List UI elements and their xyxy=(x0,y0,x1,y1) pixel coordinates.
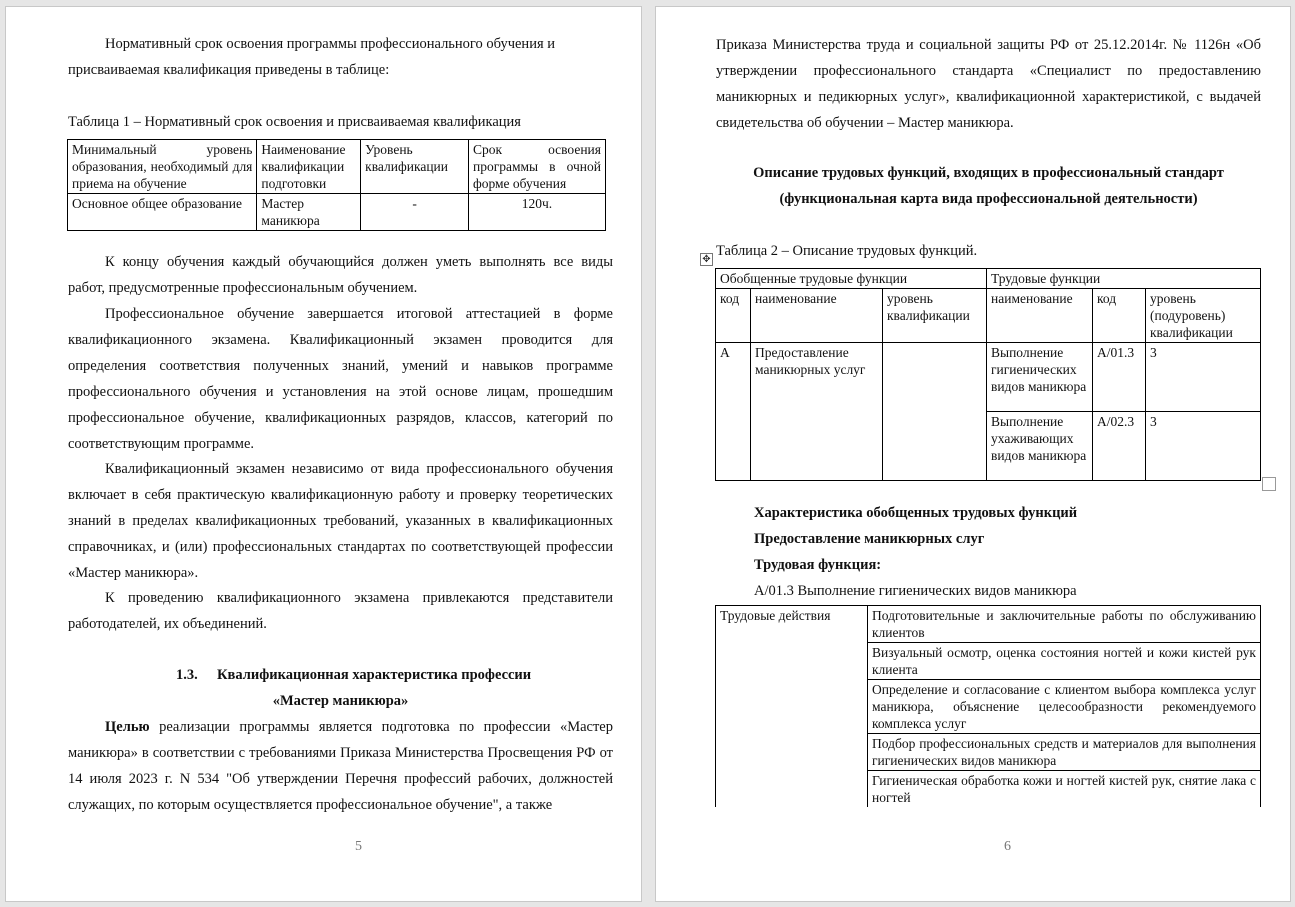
paragraph: Приказа Министерства труда и социальной защиты РФ от 25.12.2014г. № 1126н «Об утверждении профессионального стандарта «Специалист по предоставлению маникюрных и педикюрных услуг», квалификационной характеристикой, с выдачей свидетельства об обучении – Мастер маникюра. xyxy=(716,37,1261,131)
table-row xyxy=(716,289,1261,343)
paragraph: К концу обучения каждый обучающийся должен уметь выполнять все виды работ, предусмотренные профессиональным обучением. xyxy=(68,254,613,296)
paragraph: Профессиональное обучение завершается итоговой аттестацией в форме квалификационного экзамена. Квалификационный экзамен проводится для определения соответствия полученных знаний, умений и навыков программе профессионального обучения и установления на этой основе лицам, прошедшим профессиональное обучение, квалификационных разрядов, классов, категорий по соответствующим программе. xyxy=(68,306,613,452)
table-3 xyxy=(715,605,1261,807)
table2-caption: Таблица 2 – Описание трудовых функций. xyxy=(716,243,978,259)
table-header-cell: код xyxy=(1093,289,1146,343)
page-number: 5 xyxy=(355,839,362,854)
labor-function-value: А/01.3 Выполнение гигиенических видов маникюра xyxy=(754,583,1077,599)
section-number: 1.3. xyxy=(176,667,198,683)
table-resize-handle[interactable] xyxy=(1262,477,1276,491)
table-1 xyxy=(67,139,606,231)
table-cell xyxy=(883,343,987,481)
table-cell: A/01.3 xyxy=(1093,343,1146,412)
table-header-cell: Минимальный уровень образования, необходимый для приема на обучение xyxy=(68,140,257,194)
table-cell: Гигиеническая обработка кожи и ногтей кистей рук, снятие лака с ногтей xyxy=(868,771,1261,808)
goal-label: Целью xyxy=(105,719,150,735)
table1-caption: Таблица 1 – Нормативный срок освоения и присваиваемая квалификация xyxy=(68,114,521,130)
section-title-continued: «Мастер маникюра» xyxy=(272,693,409,709)
table-cell: Определение и согласование с клиентом выбора комплекса услуг маникюра, объяснение целесообразности рекомендуемого комплекса услуг xyxy=(868,680,1261,734)
table-cell: 120ч. xyxy=(468,194,605,231)
goal-paragraph xyxy=(68,714,613,818)
table-cell: Подготовительные и заключительные работы по обслуживанию клиентов xyxy=(868,606,1261,643)
table-row xyxy=(716,269,1261,289)
table-header-cell: Срок освоения программы в очной форме обучения xyxy=(468,140,605,194)
table-cell: Предоставление маникюрных услуг xyxy=(751,343,883,481)
table-header-cell: код xyxy=(716,289,751,343)
heading-labor-functions: Описание трудовых функций, входящих в профессиональный стандарт xyxy=(753,165,1224,181)
table-header-cell: Трудовые функции xyxy=(987,269,1261,289)
table-cell: Мастер маникюра xyxy=(257,194,361,231)
table-header-cell: Обобщенные трудовые функции xyxy=(716,269,987,289)
section-heading xyxy=(176,662,606,688)
table-header-cell: наименование xyxy=(987,289,1093,343)
table-row xyxy=(68,140,606,194)
table-row-label: Трудовые действия xyxy=(716,606,868,808)
table-header-cell: уровень (подуровень) квалификации xyxy=(1146,289,1261,343)
paragraph: Квалификационный экзамен независимо от вида профессионального обучения включает в себя практическую квалификационную работу и проверку теоретических знаний в пределах квалификационных требований, указанных в квалификационных справочниках, и (или) профессиональных стандартах по соответствующей профессии «Мастер маникюра». xyxy=(68,461,613,581)
intro-paragraph: Нормативный срок освоения программы профессионального обучения и присваиваемая квалификация приведены в таблице: xyxy=(68,36,556,78)
service-heading: Предоставление маникюрных слуг xyxy=(754,531,985,547)
page-number: 6 xyxy=(1004,839,1011,854)
page-5 xyxy=(5,6,642,902)
table-cell: Основное общее образование xyxy=(68,194,257,231)
goal-text: реализации программы является подготовка по профессии «Мастер маникюра» в соответствии с требованиями Приказа Министерства Просвещения РФ от 14 июля 2023 г. N 534 "Об утверждении Перечня профессий рабочих, должностей служащих, по которым осуществляется профессиональное обучение", а также xyxy=(68,719,613,813)
table-header-cell: Уровень квалификации xyxy=(361,140,469,194)
table-cell: A/02.3 xyxy=(1093,412,1146,481)
table-row xyxy=(68,194,606,231)
table-cell: 3 xyxy=(1146,343,1261,412)
table-cell: А xyxy=(716,343,751,481)
page-6 xyxy=(655,6,1291,902)
table-header-cell: уровень квалификации xyxy=(883,289,987,343)
heading-functional-map: (функциональная карта вида профессиональной деятельности) xyxy=(779,191,1198,207)
section-title: Квалификационная характеристика профессии xyxy=(217,667,532,683)
table-cell: Выполнение ухаживающих видов маникюра xyxy=(987,412,1093,481)
table-cell: Выполнение гигиенических видов маникюра xyxy=(987,343,1093,412)
table-move-handle-icon[interactable]: ✥ xyxy=(700,253,713,266)
table-header-cell: Наименование квалификации подготовки xyxy=(257,140,361,194)
table-cell: - xyxy=(361,194,469,231)
table-cell: 3 xyxy=(1146,412,1261,481)
table-row xyxy=(716,606,1261,643)
labor-function-label: Трудовая функция: xyxy=(754,557,882,573)
table-2 xyxy=(715,268,1261,481)
table-cell: Подбор профессиональных средств и материалов для выполнения гигиенических видов маникюра xyxy=(868,734,1261,771)
characteristics-heading: Характеристика обобщенных трудовых функций xyxy=(754,505,1078,521)
table-row xyxy=(716,343,1261,412)
table-cell: Визуальный осмотр, оценка состояния ногтей и кожи кистей рук клиента xyxy=(868,643,1261,680)
paragraph: К проведению квалификационного экзамена привлекаются представители работодателей, их объединений. xyxy=(68,590,613,632)
table-header-cell: наименование xyxy=(751,289,883,343)
